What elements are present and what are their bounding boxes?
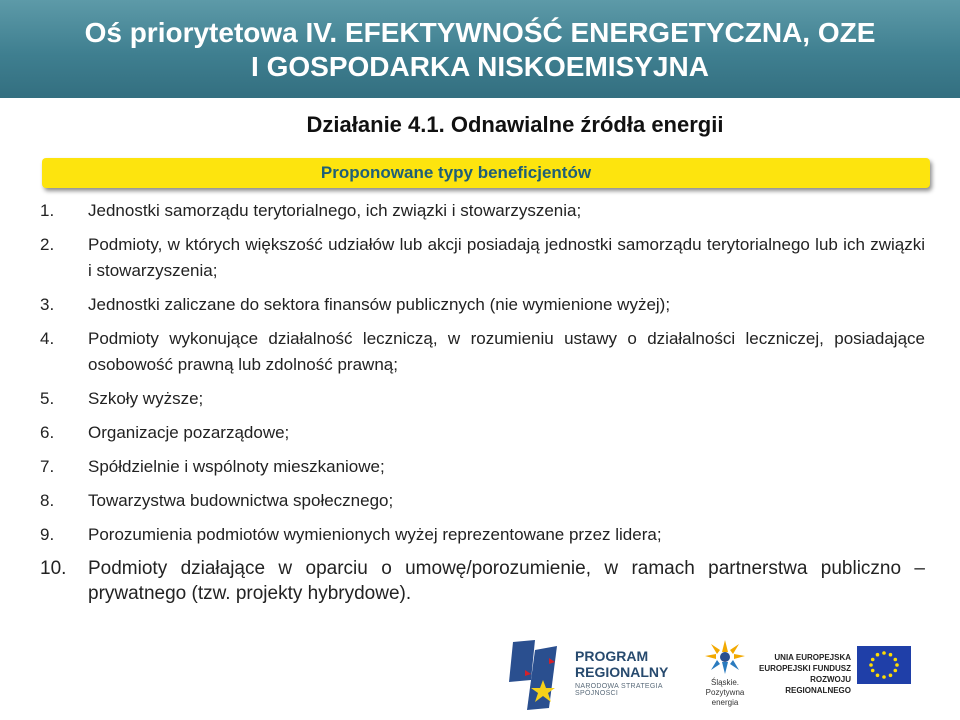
item-text: Spółdzielnie i wspólnoty mieszkaniowe; xyxy=(88,457,385,476)
eu-flag-icon xyxy=(857,646,911,684)
item-text: Porozumienia podmiotów wymienionych wyżej reprezentowane przez lidera; xyxy=(88,525,662,544)
program-label: PROGRAM REGIONALNY xyxy=(575,648,669,680)
item-text: Podmioty, w których większość udziałów lub akcji posiadają jednostki samorządu terytorialnego lub ich związki i stowarzyszenia; xyxy=(88,235,925,280)
item-text: Jednostki zaliczane do sektora finansów publicznych (nie wymienione wyżej); xyxy=(88,295,671,314)
list-item xyxy=(40,420,925,446)
list-item xyxy=(40,326,925,378)
program-regionalny-logo xyxy=(505,636,685,716)
item-number: 7. xyxy=(40,457,55,476)
item-number: 3. xyxy=(40,295,55,314)
list-item xyxy=(40,522,925,548)
list-item xyxy=(40,198,925,224)
item-number: 1. xyxy=(40,201,55,220)
item-number: 9. xyxy=(40,525,55,544)
logo-footer xyxy=(0,630,960,720)
list-item xyxy=(40,454,925,480)
item-text: Organizacje pozarządowe; xyxy=(88,423,290,442)
section-label: Proponowane typy beneficjentów xyxy=(320,163,592,182)
program-star-icon xyxy=(505,636,571,714)
item-number: 2. xyxy=(40,235,55,254)
eu-logo xyxy=(755,642,955,702)
title-line-1: Oś priorytetowa IV. EFEKTYWNOŚĆ ENERGETYCZNA, OZE xyxy=(84,17,876,48)
item-text: Podmioty działające w oparciu o umowę/porozumienie, w ramach partnerstwa publiczno – prywatnego (tzw. projekty hybrydowe). xyxy=(88,558,925,604)
item-text: Szkoły wyższe; xyxy=(88,389,204,408)
slide-header xyxy=(0,0,960,98)
item-text: Towarzystwa budownictwa społecznego; xyxy=(88,491,394,510)
list-item xyxy=(40,232,925,284)
eu-label: UNIA EUROPEJSKA EUROPEJSKI FUNDUSZ ROZWOJU REGIONALNEGO xyxy=(758,653,851,695)
item-text: Jednostki samorządu terytorialnego, ich związki i stowarzyszenia; xyxy=(88,201,582,220)
slaskie-logo xyxy=(695,638,755,714)
list-item xyxy=(40,488,925,514)
section-banner xyxy=(42,158,930,188)
list-item xyxy=(40,556,925,606)
program-sublabel: NARODOWA STRATEGIA SPÓJNOŚCI xyxy=(575,683,663,697)
list-item xyxy=(40,386,925,412)
slaskie-burst-icon xyxy=(695,638,755,678)
item-number: 6. xyxy=(40,423,55,442)
slide-title xyxy=(0,16,960,84)
item-text: Podmioty wykonujące działalność leczniczą, w rozumieniu ustawy o działalności leczniczej, posiadające osobowość prawną lub zdolność prawną; xyxy=(88,329,925,374)
item-number: 10. xyxy=(40,558,67,579)
item-number: 4. xyxy=(40,329,55,348)
beneficiary-list xyxy=(40,198,925,614)
item-number: 8. xyxy=(40,491,55,510)
slaskie-label: Śląskie. Pozytywna energia xyxy=(705,678,745,707)
title-line-2: I GOSPODARKA NISKOEMISYJNA xyxy=(251,51,709,82)
list-item xyxy=(40,292,925,318)
action-subtitle: Działanie 4.1. Odnawialne źródła energii xyxy=(306,112,724,137)
item-number: 5. xyxy=(40,389,55,408)
